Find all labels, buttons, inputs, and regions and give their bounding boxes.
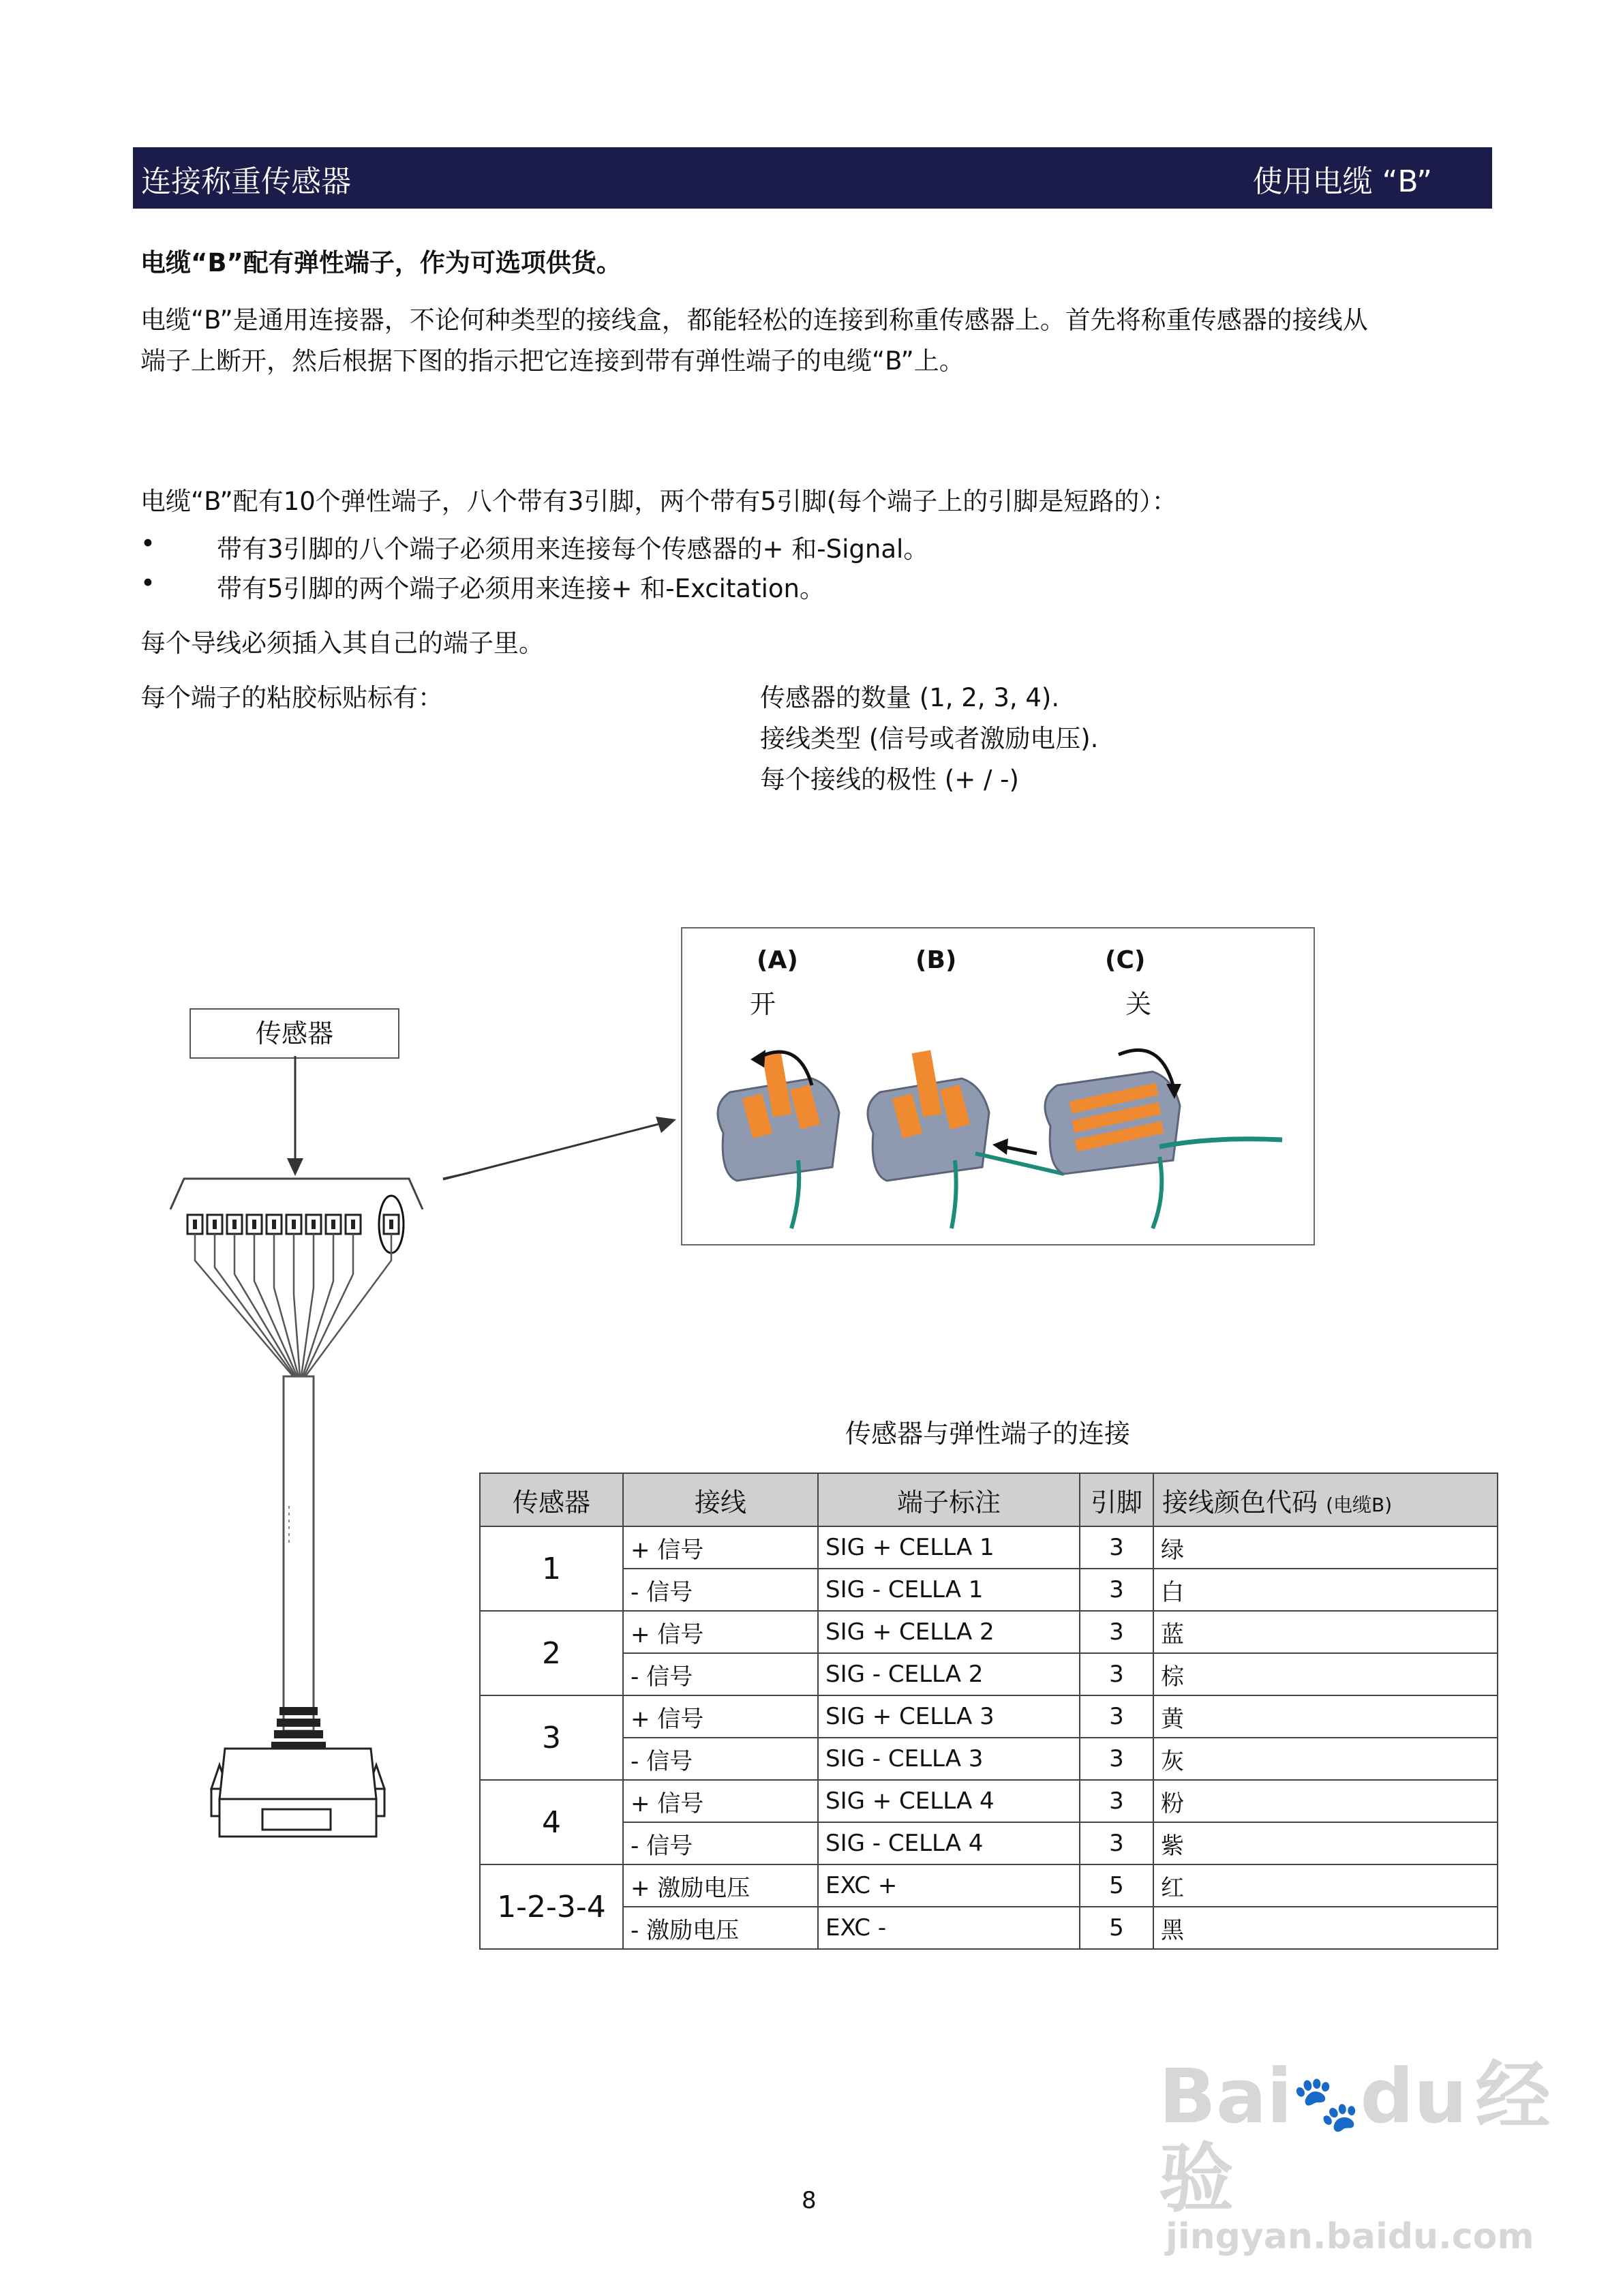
table-title: 传感器与弹性端子的连接 bbox=[845, 1419, 1131, 1449]
wire-type: - 信号 bbox=[623, 1738, 818, 1780]
sensor-number: 1 bbox=[480, 1526, 623, 1611]
wire-type: + 激励电压 bbox=[623, 1864, 818, 1907]
wire-color: 粉 bbox=[1153, 1780, 1498, 1822]
terminal-label: SIG - CELLA 4 bbox=[818, 1822, 1080, 1864]
table-row bbox=[480, 1569, 1498, 1611]
pin-count: 3 bbox=[1080, 1780, 1153, 1822]
cable-title: 使用电缆 “B” bbox=[1252, 164, 1432, 199]
pin-count: 3 bbox=[1080, 1611, 1153, 1653]
terminal-label: EXC - bbox=[818, 1907, 1080, 1949]
header-terminal-label: 端子标注 bbox=[818, 1473, 1080, 1526]
terminal-label: EXC + bbox=[818, 1864, 1080, 1907]
pin-count: 3 bbox=[1080, 1822, 1153, 1864]
intro-bold-line: 电缆“B”配有弹性端子，作为可选项供货。 bbox=[140, 248, 622, 277]
intro-paragraph-line-2: 端子上断开，然后根据下图的指示把它连接到带有弹性端子的电缆“B”上。 bbox=[140, 346, 965, 376]
step-b-label: (B) bbox=[915, 946, 957, 974]
table-row bbox=[480, 1611, 1498, 1653]
wire-color: 棕 bbox=[1153, 1653, 1498, 1695]
baidu-watermark: Bai🐾du 经验 jingyan.baidu.com bbox=[1159, 2053, 1551, 2257]
table-row bbox=[480, 1653, 1498, 1695]
wire-color: 蓝 bbox=[1153, 1611, 1498, 1653]
table-row bbox=[480, 1822, 1498, 1864]
terminals-description: 电缆“B”配有10个弹性端子，八个带有3引脚，两个带有5引脚(每个端子上的引脚是短路的）： bbox=[140, 487, 1177, 516]
wire-type: + 信号 bbox=[623, 1611, 818, 1653]
wire-type: - 信号 bbox=[623, 1569, 818, 1611]
header-wiring: 接线 bbox=[623, 1473, 818, 1526]
terminal-label: SIG + CELLA 1 bbox=[818, 1526, 1080, 1569]
terminal-label: SIG - CELLA 3 bbox=[818, 1738, 1080, 1780]
label-item-1: 传感器的数量 (1, 2, 3, 4). bbox=[760, 683, 1060, 712]
terminal-label: SIG + CELLA 4 bbox=[818, 1780, 1080, 1822]
table-row bbox=[480, 1907, 1498, 1949]
step-a-caption: 开 bbox=[750, 989, 776, 1019]
cable-b-diagram bbox=[157, 1056, 470, 1874]
table-row bbox=[480, 1780, 1498, 1822]
wire-color: 白 bbox=[1153, 1569, 1498, 1611]
pointer-arrow bbox=[436, 1104, 682, 1193]
terminal-label: SIG + CELLA 2 bbox=[818, 1611, 1080, 1653]
wire-type: + 信号 bbox=[623, 1780, 818, 1822]
wire-type: + 信号 bbox=[623, 1526, 818, 1569]
header-sensor: 传感器 bbox=[480, 1473, 623, 1526]
sensor-number: 3 bbox=[480, 1695, 623, 1780]
pin-count: 5 bbox=[1080, 1907, 1153, 1949]
wire-color: 黄 bbox=[1153, 1695, 1498, 1738]
wire-type: - 激励电压 bbox=[623, 1907, 818, 1949]
sensor-number: 4 bbox=[480, 1780, 623, 1864]
sensor-number: 2 bbox=[480, 1611, 623, 1695]
pin-count: 3 bbox=[1080, 1695, 1153, 1738]
connector-photo-panel bbox=[681, 927, 1315, 1245]
pin-count: 3 bbox=[1080, 1653, 1153, 1695]
paw-icon: 🐾 bbox=[1292, 2072, 1361, 2135]
sensor-number: 1-2-3-4 bbox=[480, 1864, 623, 1949]
connector-open-illustration bbox=[718, 1050, 839, 1228]
connector-insert-illustration bbox=[868, 1050, 1064, 1228]
table-header-row bbox=[480, 1473, 1498, 1526]
wire-color: 黑 bbox=[1153, 1907, 1498, 1949]
bullet-dot: • bbox=[140, 569, 155, 598]
pin-count: 5 bbox=[1080, 1864, 1153, 1907]
label-intro: 每个端子的粘胶标贴标有： bbox=[140, 683, 443, 712]
wire-type: + 信号 bbox=[623, 1695, 818, 1738]
terminal-label: SIG + CELLA 3 bbox=[818, 1695, 1080, 1738]
step-a-label: (A) bbox=[757, 946, 798, 974]
page-number: 8 bbox=[802, 2187, 817, 2214]
intro-paragraph-line-1: 电缆“B”是通用连接器，不论何种类型的接线盒，都能轻松的连接到称重传感器上。首先将称重传感器的接线从 bbox=[140, 305, 1368, 335]
label-item-2: 接线类型 (信号或者激励电压). bbox=[760, 724, 1099, 753]
terminal-label: SIG - CELLA 2 bbox=[818, 1653, 1080, 1695]
wire-color: 紫 bbox=[1153, 1822, 1498, 1864]
table-row bbox=[480, 1864, 1498, 1907]
table-row bbox=[480, 1526, 1498, 1569]
header-pins: 引脚 bbox=[1080, 1473, 1153, 1526]
bullet-2-text: 带有5引脚的两个端子必须用来连接+ 和-Excitation。 bbox=[217, 574, 825, 603]
section-header-bar bbox=[133, 147, 1492, 209]
wire-color: 红 bbox=[1153, 1864, 1498, 1907]
bullet-dot: • bbox=[140, 529, 155, 558]
table-row bbox=[480, 1738, 1498, 1780]
wire-color: 绿 bbox=[1153, 1526, 1498, 1569]
terminal-label: SIG - CELLA 1 bbox=[818, 1569, 1080, 1611]
pin-count: 3 bbox=[1080, 1526, 1153, 1569]
section-title: 连接称重传感器 bbox=[141, 164, 351, 199]
connection-table bbox=[479, 1472, 1498, 1950]
wire-color: 灰 bbox=[1153, 1738, 1498, 1780]
wire-type: - 信号 bbox=[623, 1822, 818, 1864]
wire-type: - 信号 bbox=[623, 1653, 818, 1695]
pin-count: 3 bbox=[1080, 1738, 1153, 1780]
table-row bbox=[480, 1695, 1498, 1738]
connector-illustrations bbox=[682, 1010, 1314, 1242]
pin-count: 3 bbox=[1080, 1569, 1153, 1611]
label-item-3: 每个接线的极性 (+ / -) bbox=[760, 765, 1019, 794]
sensor-label-box: 传感器 bbox=[189, 1008, 399, 1059]
connector-closed-illustration bbox=[1045, 1050, 1282, 1228]
each-wire-note: 每个导线必须插入其自己的端子里。 bbox=[140, 629, 544, 658]
step-c-label: (C) bbox=[1105, 946, 1146, 974]
bullet-1-text: 带有3引脚的八个端子必须用来连接每个传感器的+ 和-Signal。 bbox=[217, 534, 929, 564]
header-color-code: 接线颜色代码 (电缆B) bbox=[1153, 1473, 1498, 1526]
step-c-caption: 关 bbox=[1125, 989, 1152, 1019]
